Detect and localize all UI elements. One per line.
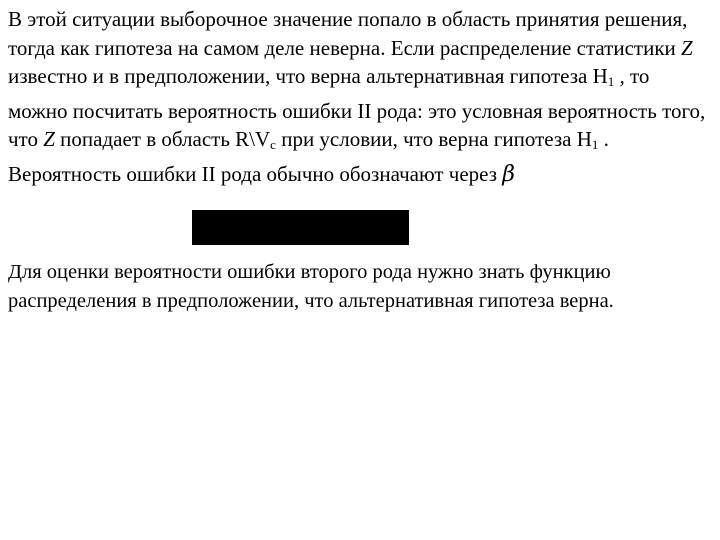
p1-text-1: В этой ситуации выборочное значение попало в область принятия решения, тогда как гипотеза на самом деле неверна. Если распределение статистики	[8, 7, 688, 60]
p1-text-6: . Вероятность ошибки II рода обычно обозначают через	[8, 127, 609, 186]
black-redaction-box	[192, 210, 409, 245]
paragraph-type-ii-error	[8, 5, 714, 189]
p1-text-2: известно и в предположении, что верна альтернативная гипотеза H	[8, 64, 608, 88]
p1-subscript-1a: 1	[607, 74, 615, 89]
p1-text-3: , то можно посчитать вероятность ошибки II рода: это условная вероятность того, что	[8, 64, 706, 151]
p1-subscript-c: c	[270, 137, 276, 152]
paragraph-distribution-note: Для оценки вероятности ошибки второго рода нужно знать функцию распределения в предположении, что альтернативная гипотеза верна.	[8, 261, 614, 312]
p1-statistic-z-2: Z	[43, 127, 55, 151]
p1-subscript-1b: 1	[591, 137, 599, 152]
beta-symbol: β	[502, 161, 516, 187]
p1-text-4: попадает в область R\V	[54, 127, 271, 151]
p1-text-5: при условии, что верна гипотеза H	[275, 127, 592, 151]
p1-statistic-z-1: Z	[681, 35, 693, 60]
